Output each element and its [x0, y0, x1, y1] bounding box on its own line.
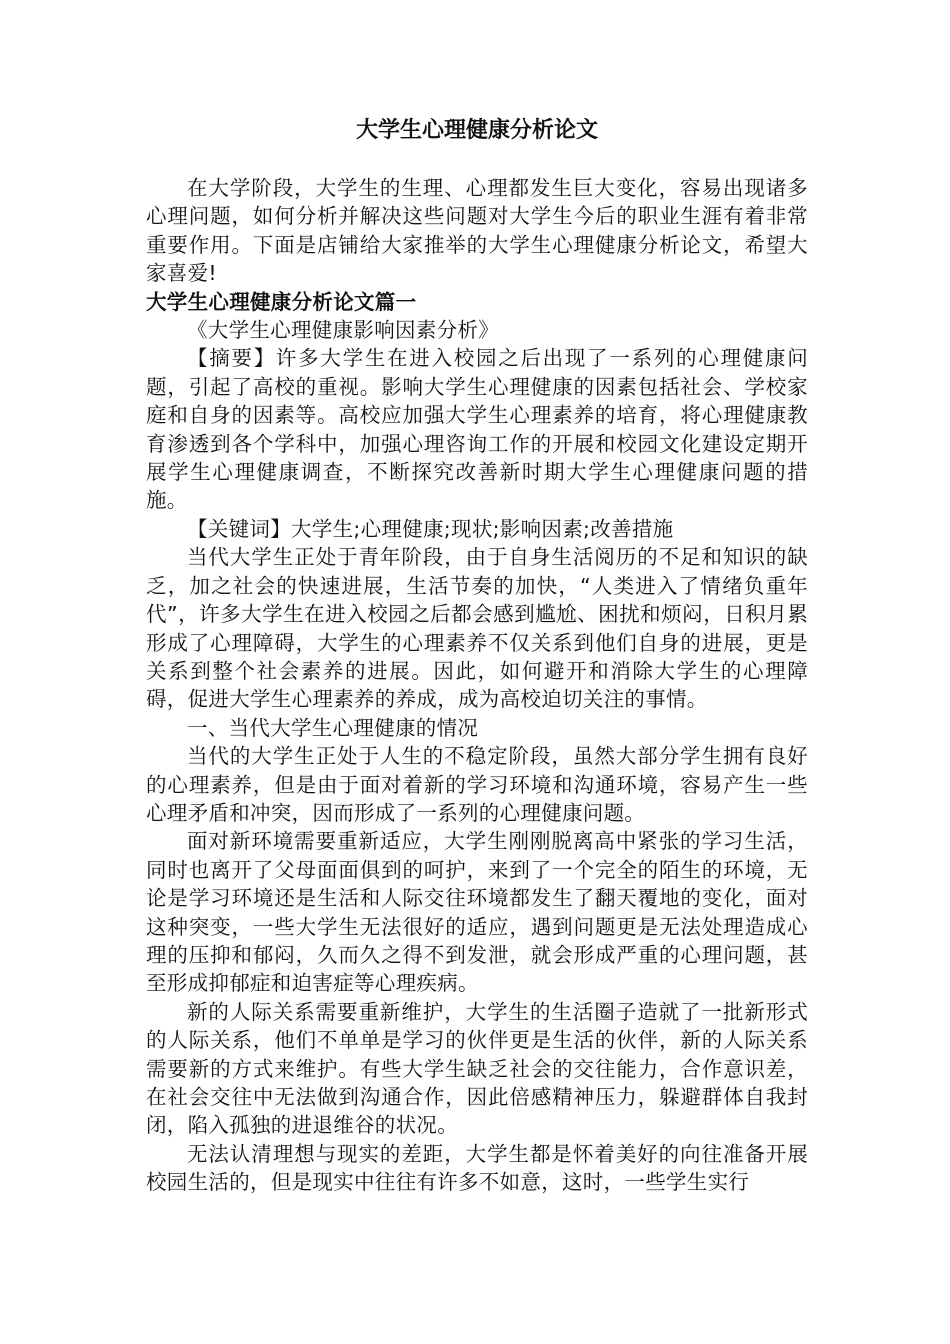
body-paragraph: 面对新环境需要重新适应，大学生刚刚脱离高中紧张的学习生活，同时也离开了父母面面俱到的呵护，来到了一个完全的陌生的环境，无论是学习环境还是生活和人际交往环境都发生了翻天覆地的变化，面对这种突变，一些大学生无法很好的适应，遇到问题更是无法处理造成心理的压抑和郁闷，久而久之得不到发泄，就会形成严重的心理问题，甚至形成抑郁症和迫害症等心理疾病。 [146, 829, 808, 996]
subsection-heading: 一、当代大学生心理健康的情况 [187, 715, 479, 740]
intro-paragraph: 在大学阶段，大学生的生理、心理都发生巨大变化，容易出现诸多心理问题，如何分析并解决这些问题对大学生今后的职业生涯有着非常重要作用。下面是店铺给大家推举的大学生心理健康分析论文，希望大家喜爱! [146, 176, 808, 286]
article-title: 《大学生心理健康影响因素分析》 [187, 318, 499, 343]
body-paragraph: 无法认清理想与现实的差距，大学生都是怀着美好的向往准备开展校园生活的，但是现实中往往有许多不如意，这时，一些学生实行 [146, 1141, 808, 1195]
body-paragraph: 新的人际关系需要重新维护，大学生的生活圈子造就了一批新形式的人际关系，他们不单单是学习的伙伴更是生活的伙伴，新的人际关系需要新的方式来维护。有些大学生缺乏社会的交往能力，合作意识差，在社会交往中无法做到沟通合作，因此倍感精神压力，躲避群体自我封闭，陷入孤独的进退维谷的状况。 [146, 999, 808, 1138]
section-heading: 大学生心理健康分析论文篇一 [146, 289, 417, 314]
document-title: 大学生心理健康分析论文 [355, 118, 598, 143]
body-paragraph: 当代的大学生正处于人生的不稳定阶段，虽然大部分学生拥有良好的心理素养，但是由于面对着新的学习环境和沟通环境，容易产生一些心理矛盾和冲突，因而形成了一系列的心理健康问题。 [146, 744, 808, 825]
abstract-paragraph: 【摘要】许多大学生在进入校园之后出现了一系列的心理健康问题，引起了高校的重视。影响大学生心理健康的因素包括社会、学校家庭和自身的因素等。高校应加强大学生心理素养的培育，将心理健康教育渗透到各个学科中，加强心理咨询工作的开展和校园文化建设定期开展学生心理健康调查，不断探究改善新时期大学生心理健康问题的措施。 [146, 346, 808, 513]
body-paragraph: 当代大学生正处于青年阶段，由于自身生活阅历的不足和知识的缺乏，加之社会的快速进展，生活节奏的加快，“人类进入了情绪负重年代”，许多大学生在进入校园之后都会感到尴尬、困扰和烦闷，日积月累形成了心理障碍，大学生的心理素养不仅关系到他们自身的进展，更是关系到整个社会素养的进展。因此，如何避开和消除大学生的心理障碍，促进大学生心理素养的养成，成为高校迫切关注的事情。 [146, 545, 808, 712]
keywords-paragraph: 【关键词】大学生;心理健康;现状;影响因素;改善措施 [187, 516, 674, 541]
document-page [146, 112, 808, 1197]
